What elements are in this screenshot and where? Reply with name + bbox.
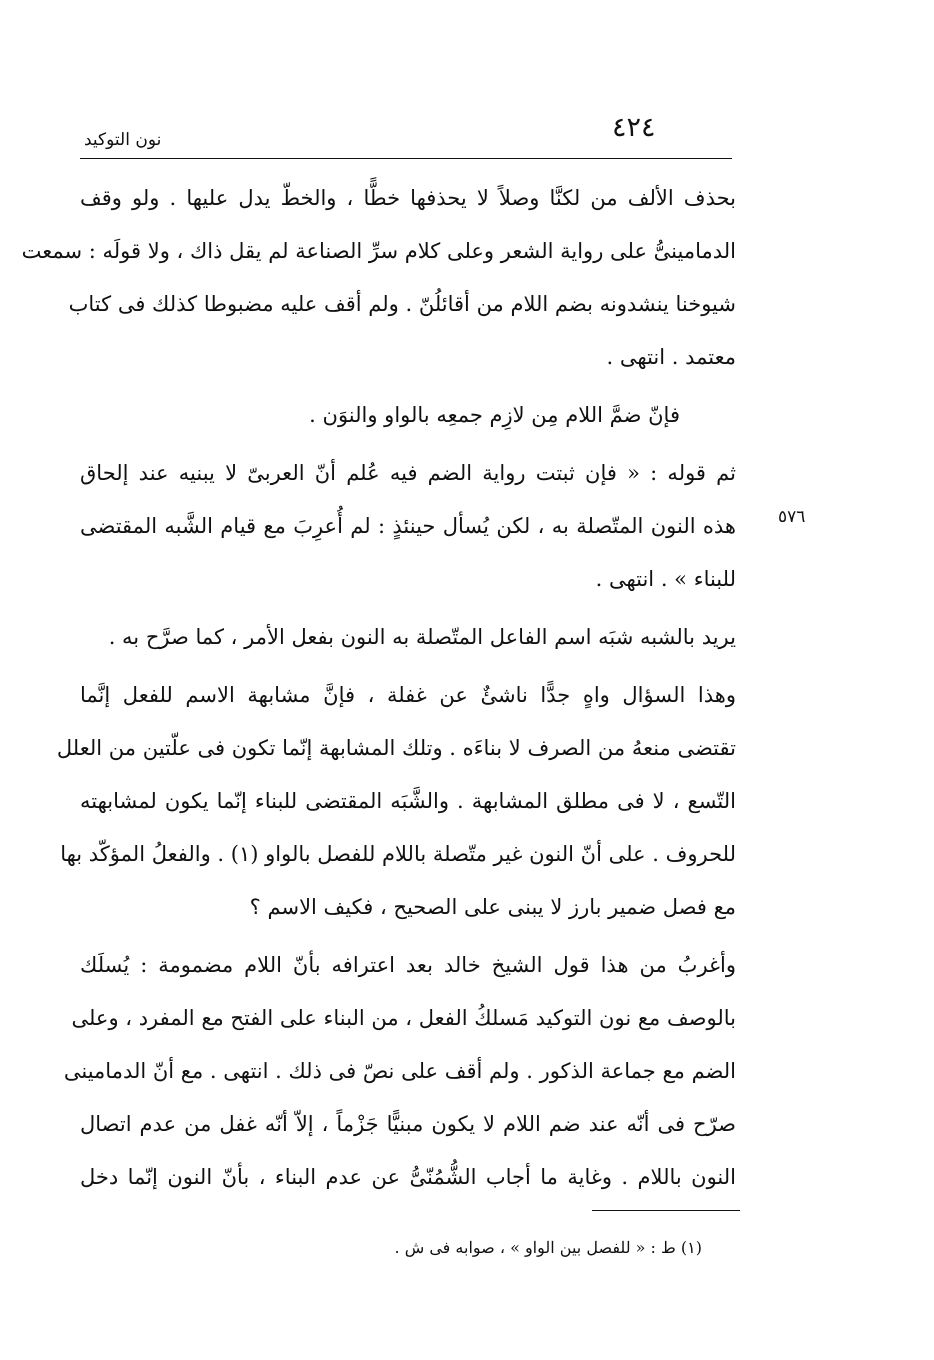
text-line: صرّح فى أنّه عند ضم اللام لا يكون مبنيًّا جَزْماً ، إلاّ أنّه غفل من عدم اتصال xyxy=(80,1112,736,1136)
page-number: ٤٢٤ xyxy=(612,112,656,143)
text-line: وهذا السؤال واهٍ جدًّا ناشئٌ عن غفلة ، فإنَّ مشابهة الاسم للفعل إنَّما xyxy=(80,683,736,707)
footnote: (١) ط : « للفصل بين الواو » ، صوابه فى ش . xyxy=(394,1238,702,1257)
text-line: شيوخنا ينشدونه بضم اللام من أقائلُنّ . ولم أقف عليه مضبوطا كذلك فى كتاب xyxy=(68,292,736,316)
text-line: للبناء » . انتهى . xyxy=(595,567,736,591)
running-title: نون التوكيد xyxy=(84,130,162,150)
text-line: بحذف الألف من لكنَّا وصلاً لا يحذفها خطًّا ، والخطّ يدل عليها . ولو وقف xyxy=(80,186,736,210)
text-line: يريد بالشبه شبَه اسم الفاعل المتّصلة به النون بفعل الأمر ، كما صرَّح به . xyxy=(108,625,736,649)
text-line: للحروف . على أنّ النون غير متّصلة باللام للفصل بالواو (١) . والفعلُ المؤكّد بها xyxy=(60,842,736,866)
text-line: تقتضى منعهُ من الصرف لا بناءَه . وتلك المشابهة إنّما تكون فى علّتين من العلل xyxy=(56,736,736,760)
text-line: النون باللام . وغاية ما أجاب الشُّمُنّىُّ عن عدم البناء ، بأنّ النون إنّما دخل xyxy=(80,1165,736,1189)
margin-page-reference: ٥٧٦ xyxy=(778,507,806,527)
text-line: الضم مع جماعة الذكور . ولم أقف على نصّ فى ذلك . انتهى . مع أنّ الدمامينى xyxy=(63,1059,736,1083)
text-line: التّسع ، لا فى مطلق المشابهة . والشَّبَه المقتضى للبناء إنّما يكون لمشابهته xyxy=(80,789,736,813)
text-line: ثم قوله : « فإن ثبتت رواية الضم فيه عُلم أنّ العربىّ لا يبنيه عند إلحاق xyxy=(80,461,736,485)
main-text xyxy=(21,172,736,1204)
text-line: هذه النون المتّصلة به ، لكن يُسأل حينئذٍ : لم أُعرِبَ مع قيام الشَّبه المقتضى xyxy=(80,514,736,538)
text-line: بالوصف مع نون التوكيد مَسلكُ الفعل ، من البناء على الفتح مع المفرد ، وعلى xyxy=(71,1006,736,1030)
header-rule xyxy=(80,158,732,159)
text-line: مع فصل ضمير بارز لا يبنى على الصحيح ، فكيف الاسم ؟ xyxy=(249,895,736,919)
footnote-rule xyxy=(592,1210,740,1211)
text-line: وأغربُ من هذا قول الشيخ خالد بعد اعترافه بأنّ اللام مضمومة : يُسلَك xyxy=(80,953,736,977)
text-line: الدمامينىُّ على رواية الشعر وعلى كلام سرِّ الصناعة لم يقل ذاك ، ولا قولَه : سمعت xyxy=(21,239,736,263)
text-line: فإنّ ضمَّ اللام مِن لازِم جمعِه بالواو والنوَن . xyxy=(309,403,680,427)
text-line: معتمد . انتهى . xyxy=(606,345,736,369)
